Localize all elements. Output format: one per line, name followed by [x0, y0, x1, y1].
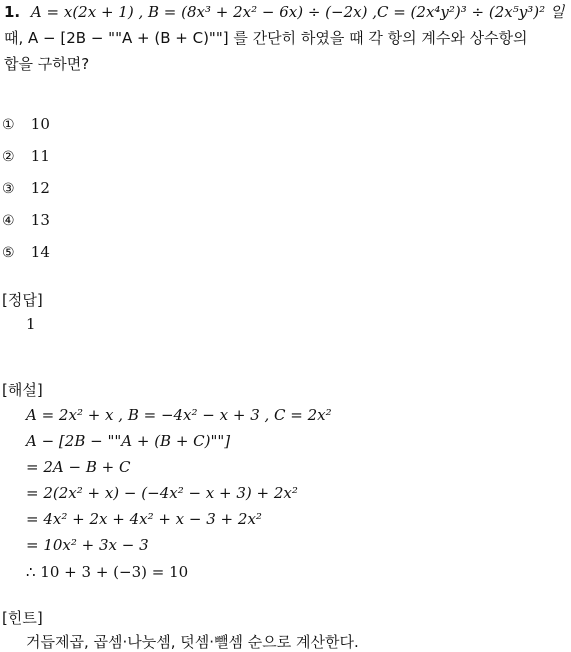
question-number: 1. — [4, 3, 21, 21]
question-line-2: 때, A − [2B − ""A + (B + C)""] 를 간단히 하였을 때 각 항의 계수와 상수항의 — [4, 29, 528, 47]
option-text-5: 14 — [30, 243, 50, 261]
explanation-line-5: = 4x² + 2x + 4x² + x − 3 + 2x² — [26, 510, 262, 528]
option-2[interactable] — [2, 146, 50, 167]
explanation-line-2: A − [2B − ""A + (B + C)""] — [26, 432, 231, 450]
hint-label: [힌트] — [2, 609, 43, 627]
explanation-line-6: = 10x² + 3x − 3 — [26, 536, 149, 554]
option-5[interactable] — [2, 242, 50, 263]
option-marker-1: ① — [2, 117, 15, 133]
option-marker-3: ③ — [2, 181, 15, 197]
option-text-2: 11 — [30, 147, 50, 165]
explanation-line-4: = 2(2x² + x) − (−4x² − x + 3) + 2x² — [26, 484, 298, 502]
option-marker-5: ⑤ — [2, 245, 15, 261]
option-1[interactable] — [2, 114, 50, 135]
answer-label: [정답] — [2, 291, 43, 309]
question-text-1: A = x(2x + 1) , B = (8x³ + 2x² − 6x) ÷ (−2x) ,C = (2x⁴y²)³ ÷ (2x⁵y³)² 일 — [30, 3, 565, 21]
option-text-3: 12 — [30, 179, 50, 197]
option-3[interactable] — [2, 178, 50, 199]
question-line-3: 합을 구하면? — [4, 55, 90, 73]
option-text-1: 10 — [30, 115, 50, 133]
explanation-line-7: ∴ 10 + 3 + (−3) = 10 — [26, 563, 189, 581]
option-marker-4: ④ — [2, 213, 15, 229]
explanation-label: [해설] — [2, 381, 43, 399]
question-line-1 — [4, 2, 564, 22]
explanation-line-1: A = 2x² + x , B = −4x² − x + 3 , C = 2x² — [26, 406, 332, 424]
option-text-4: 13 — [30, 211, 50, 229]
explanation-line-3: = 2A − B + C — [26, 458, 131, 476]
option-4[interactable] — [2, 210, 50, 231]
hint-text: 거듭제곱, 곱셈·나눗셈, 덧셈·뺄셈 순으로 계산한다. — [26, 633, 359, 651]
answer-value: 1 — [26, 315, 36, 333]
option-marker-2: ② — [2, 149, 15, 165]
